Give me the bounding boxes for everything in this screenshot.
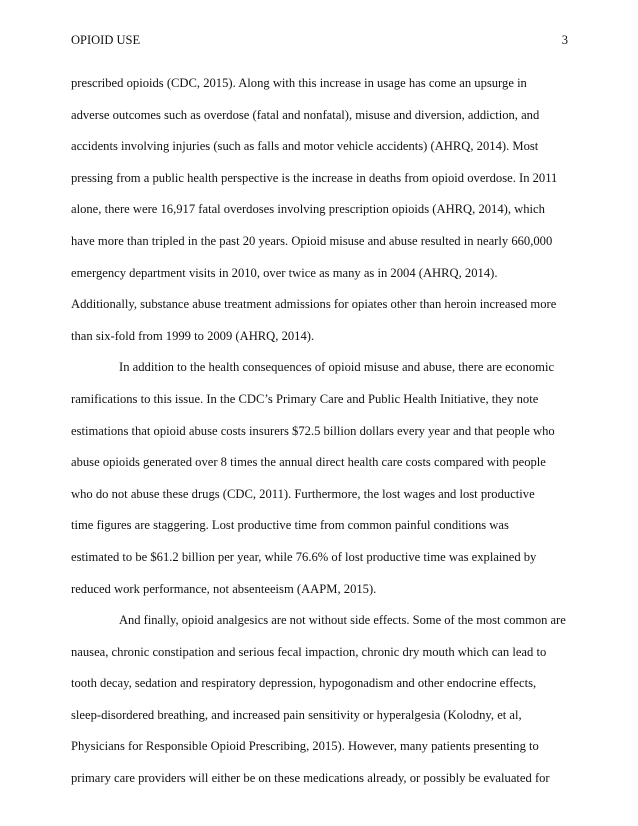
- text-line: abuse opioids generated over 8 times the annual direct health care costs compared with people: [71, 455, 546, 470]
- text-line: have more than tripled in the past 20 years. Opioid misuse and abuse resulted in nearly 660,000: [71, 233, 553, 248]
- text-line: primary care providers will either be on these medications already, or possibly be evaluated for: [71, 771, 550, 786]
- page-number: 3: [561, 33, 568, 47]
- running-head-title: OPIOID USE: [71, 33, 141, 47]
- text-line: reduced work performance, not absenteeism (AAPM, 2015).: [71, 581, 377, 596]
- text-line: estimations that opioid abuse costs insurers $72.5 billion dollars every year and that people who: [71, 423, 555, 438]
- text-line: ramifications to this issue. In the CDC’s Primary Care and Public Health Initiative, they note: [71, 391, 539, 406]
- text-line: estimated to be $61.2 billion per year, while 76.6% of lost productive time was explained by: [71, 549, 537, 564]
- text-line: pressing from a public health perspective is the increase in deaths from opioid overdose. In 2011: [71, 170, 558, 185]
- text-line: Additionally, substance abuse treatment admissions for opiates other than heroin increased more: [71, 297, 557, 312]
- text-line: alone, there were 16,917 fatal overdoses involving prescription opioids (AHRQ, 2014), which: [71, 202, 545, 217]
- running-header: [71, 33, 568, 49]
- text-line: And finally, opioid analgesics are not without side effects. Some of the most common are: [119, 613, 566, 628]
- text-line: adverse outcomes such as overdose (fatal and nonfatal), misuse and diversion, addiction, and: [71, 107, 540, 122]
- text-line: In addition to the health consequences of opioid misuse and abuse, there are economic: [119, 360, 555, 375]
- text-line: than six-fold from 1999 to 2009 (AHRQ, 2014).: [71, 328, 315, 343]
- text-line: Physicians for Responsible Opioid Prescribing, 2015). However, many patients presenting to: [71, 739, 539, 754]
- text-line: nausea, chronic constipation and serious fecal impaction, chronic dry mouth which can lead to: [71, 644, 547, 659]
- text-line: sleep-disordered breathing, and increased pain sensitivity or hyperalgesia (Kolodny, et al,: [71, 707, 522, 722]
- document-body: [71, 68, 568, 795]
- text-line: emergency department visits in 2010, over twice as many as in 2004 (AHRQ, 2014).: [71, 265, 498, 280]
- text-line: accidents involving injuries (such as falls and motor vehicle accidents) (AHRQ, 2014). Most: [71, 139, 539, 154]
- text-line: who do not abuse these drugs (CDC, 2011). Furthermore, the lost wages and lost productive: [71, 486, 535, 501]
- text-line: tooth decay, sedation and respiratory depression, hypogonadism and other endocrine effects,: [71, 676, 537, 691]
- text-line: time figures are staggering. Lost productive time from common painful conditions was: [71, 518, 509, 533]
- text-line: prescribed opioids (CDC, 2015). Along with this increase in usage has come an upsurge in: [71, 76, 527, 90]
